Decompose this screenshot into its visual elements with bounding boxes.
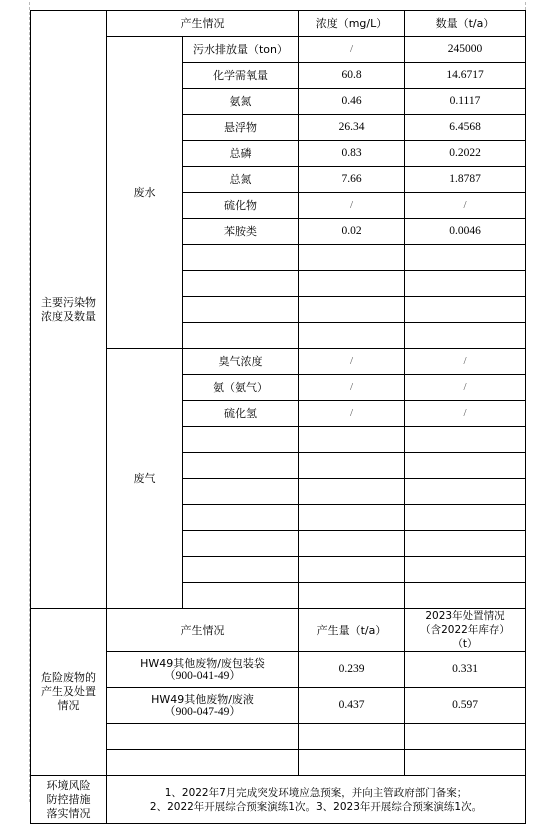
- concentration-value: /: [299, 375, 405, 401]
- disposal-value: 0.331: [405, 652, 526, 688]
- amount-value: /: [405, 375, 526, 401]
- risk-line-1: 1、2022年7月完成突发环境应急预案，并向主管政府部门备案；: [164, 786, 468, 799]
- section-label-hazardous: 危险废物的产生及处置情况: [31, 609, 107, 776]
- section-label-risk: 环境风险防控措施落实情况: [31, 776, 107, 824]
- amount-value: 14.6717: [405, 63, 526, 89]
- risk-row: [31, 776, 526, 824]
- hazardous-header-row: [31, 609, 526, 652]
- concentration-value: 0.46: [299, 89, 405, 115]
- hazardous-header-situation: 产生情况: [107, 609, 299, 652]
- concentration-value: 0.83: [299, 141, 405, 167]
- amount-value: /: [405, 401, 526, 427]
- amount-value: 6.4568: [405, 115, 526, 141]
- disposal-value: 0.597: [405, 688, 526, 724]
- table-header-row: [31, 11, 526, 37]
- amount-value: 0.2022: [405, 141, 526, 167]
- pollutant-name: 总磷: [183, 141, 299, 167]
- pollutant-name: 污水排放量（ton）: [183, 37, 299, 63]
- production-value: 0.239: [299, 652, 405, 688]
- waste-name: HW49其他废物/废液: [151, 692, 254, 706]
- pollutant-name: 苯胺类: [183, 219, 299, 245]
- waste-name: HW49其他废物/废包装袋: [140, 656, 265, 670]
- pollutant-name: 总氮: [183, 167, 299, 193]
- concentration-value: /: [299, 193, 405, 219]
- concentration-value: 60.8: [299, 63, 405, 89]
- pollutant-name: 氨（氨气）: [183, 375, 299, 401]
- concentration-value: 26.34: [299, 115, 405, 141]
- concentration-value: /: [299, 37, 405, 63]
- hazardous-header-disposal: 2023年处置情况（含2022年库存）（t）: [405, 609, 526, 652]
- pollutant-name: 氨氮: [183, 89, 299, 115]
- pollutant-name: 硫化物: [183, 193, 299, 219]
- pollutant-name: 硫化氢: [183, 401, 299, 427]
- amount-value: 0.0046: [405, 219, 526, 245]
- amount-value: 1.8787: [405, 167, 526, 193]
- concentration-value: /: [299, 401, 405, 427]
- concentration-value: /: [299, 349, 405, 375]
- pollutant-name: 臭气浓度: [183, 349, 299, 375]
- concentration-value: 7.66: [299, 167, 405, 193]
- waste-item: [107, 652, 299, 688]
- concentration-value: 0.02: [299, 219, 405, 245]
- pollutant-name: 悬浮物: [183, 115, 299, 141]
- pollution-report-table: [30, 10, 526, 824]
- hazardous-header-production: 产生量（t/a）: [299, 609, 405, 652]
- header-amount: 数量（t/a）: [405, 11, 526, 37]
- production-value: 0.437: [299, 688, 405, 724]
- header-concentration: 浓度（mg/L）: [299, 11, 405, 37]
- risk-line-2: 2、2022年开展综合预案演练1次。3、2023年开展综合预案演练1次。: [149, 800, 483, 813]
- amount-value: /: [405, 193, 526, 219]
- amount-value: /: [405, 349, 526, 375]
- wastewater-label: 废水: [107, 37, 183, 349]
- waste-item: [107, 688, 299, 724]
- section-label-pollutants: 主要污染物浓度及数量: [31, 11, 107, 609]
- waste-code: （900-047-49）: [164, 705, 241, 718]
- risk-content: [107, 776, 526, 824]
- waste-code: （900-041-49）: [164, 669, 241, 682]
- amount-value: 0.1117: [405, 89, 526, 115]
- header-situation: 产生情况: [107, 11, 299, 37]
- exhaust-label: 废气: [107, 349, 183, 609]
- pollutant-name: 化学需氧量: [183, 63, 299, 89]
- amount-value: 245000: [405, 37, 526, 63]
